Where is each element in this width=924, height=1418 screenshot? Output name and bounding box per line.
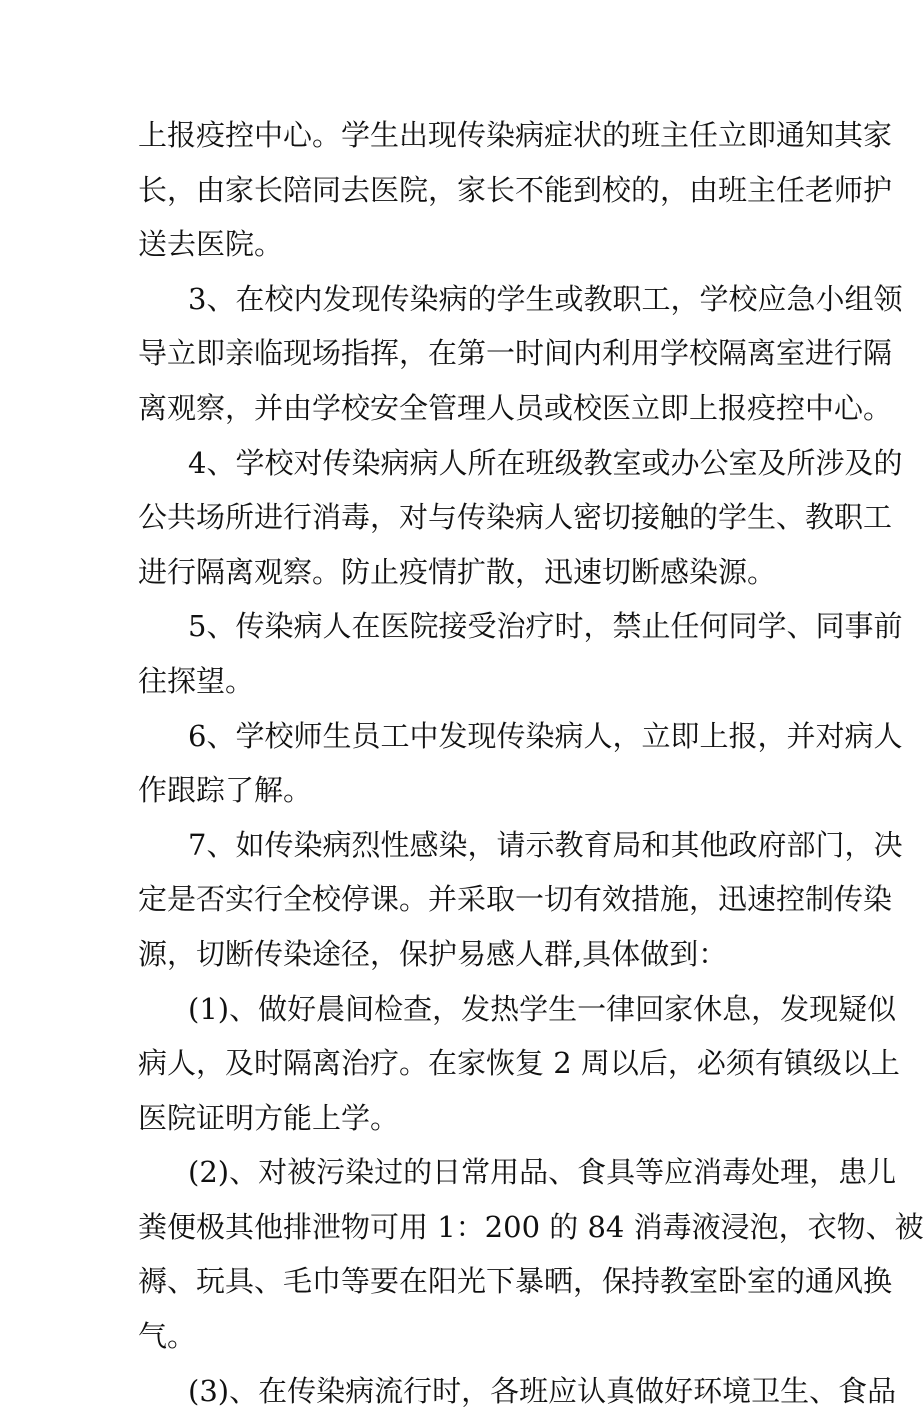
text-line: 4、学校对传染病病人所在班级教室或办公室及所涉及的	[188, 445, 903, 480]
text-line: 6、学校师生员工中发现传染病人，立即上报，并对病人	[188, 718, 903, 753]
text-line: 病人，及时隔离治疗。在家恢复 2 周以后，必须有镇级以上	[138, 1046, 900, 1081]
document-body	[138, 108, 924, 1418]
text-line: 医院证明方能上学。	[138, 1100, 400, 1135]
text-line: 离观察，并由学校安全管理人员或校医立即上报疫控中心。	[138, 390, 893, 425]
text-line: (1)、做好晨间检查，发热学生一律回家休息，发现疑似	[188, 991, 897, 1026]
text-line: 粪便极其他排泄物可用 1：200 的 84 消毒液浸泡，衣物、被	[138, 1209, 924, 1244]
text-line: 定是否实行全校停课。并采取一切有效措施，迅速控制传染	[138, 882, 893, 917]
text-line: (3)、在传染病流行时，各班应认真做好环境卫生、食品	[188, 1373, 897, 1408]
text-line: 7、如传染病烈性感染，请示教育局和其他政府部门，决	[188, 827, 903, 862]
text-line: 往探望。	[138, 663, 255, 698]
text-line: 导立即亲临现场指挥，在第一时间内利用学校隔离室进行隔	[138, 336, 893, 371]
text-line: (2)、对被污染过的日常用品、食具等应消毒处理，患儿	[188, 1155, 897, 1190]
text-line: 进行隔离观察。防止疫情扩散，迅速切断感染源。	[138, 554, 777, 589]
text-line: 长，由家长陪同去医院，家长不能到校的，由班主任老师护	[138, 172, 893, 207]
text-line: 源，切断传染途径，保护易感人群,具体做到：	[138, 936, 728, 971]
text-line: 上报疫控中心。学生出现传染病症状的班主任立即通知其家	[138, 118, 893, 152]
text-line: 公共场所进行消毒，对与传染病人密切接触的学生、教职工	[138, 500, 893, 535]
text-line: 5、传染病人在医院接受治疗时，禁止任何同学、同事前	[188, 609, 903, 644]
text-line: 褥、玩具、毛巾等要在阳光下暴晒，保持教室卧室的通风换	[138, 1264, 893, 1299]
text-line: 气。	[138, 1319, 197, 1354]
text-line: 3、在校内发现传染病的学生或教职工，学校应急小组领	[188, 281, 903, 316]
text-line: 送去医院。	[138, 227, 284, 262]
text-line: 作跟踪了解。	[138, 773, 313, 808]
